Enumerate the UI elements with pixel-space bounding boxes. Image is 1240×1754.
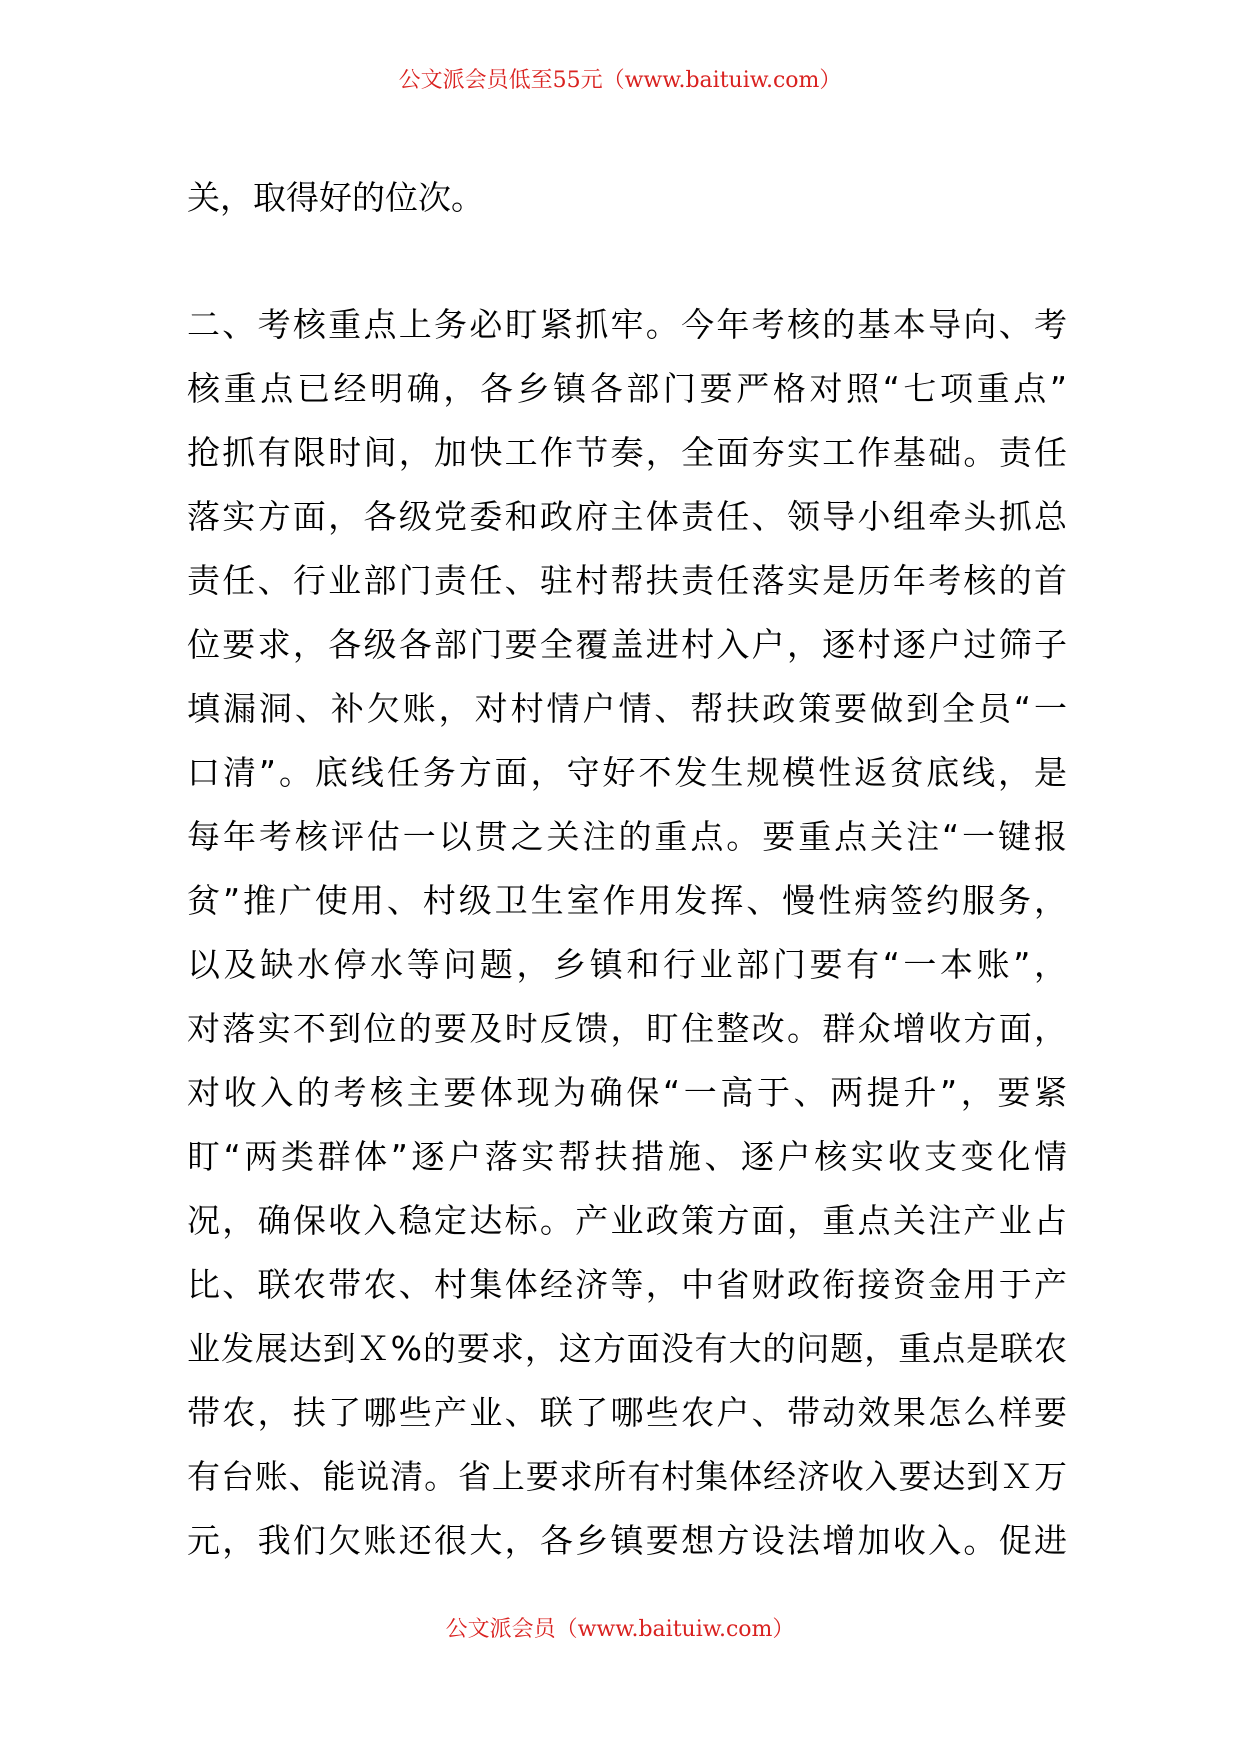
text-line: 每年考核评估一以贯之关注的重点。要重点关注“一键报 <box>187 817 1067 856</box>
text-line: 位要求，各级各部门要全覆盖进村入户，逐村逐户过筛子 <box>187 625 1067 664</box>
text-line: 盯“两类群体”逐户落实帮扶措施、逐户核实收支变化情 <box>187 1137 1067 1176</box>
text-line: 以及缺水停水等问题，乡镇和行业部门要有“一本账”， <box>187 945 1067 984</box>
text-line: 核重点已经明确，各乡镇各部门要严格对照“七项重点” <box>187 369 1067 408</box>
header-banner[interactable]: 公文派会员低至55元（www.baituiw.com） <box>398 68 842 93</box>
text-line: 二、考核重点上务必盯紧抓牢。今年考核的基本导向、考 <box>187 305 1067 344</box>
text-line: 业发展达到Ｘ%的要求，这方面没有大的问题，重点是联农 <box>187 1329 1067 1368</box>
text-line: 抢抓有限时间，加快工作节奏，全面夯实工作基础。责任 <box>187 433 1067 472</box>
paragraph-assessment-focus <box>187 293 1067 1573</box>
text-line: 口清”。底线任务方面，守好不发生规模性返贫底线，是 <box>187 753 1067 792</box>
text-line: 贫”推广使用、村级卫生室作用发挥、慢性病签约服务， <box>187 881 1067 920</box>
text-line: 对落实不到位的要及时反馈，盯住整改。群众增收方面， <box>187 1009 1067 1048</box>
text-line: 有台账、能说清。省上要求所有村集体经济收入要达到Ｘ万 <box>187 1457 1067 1496</box>
text-line: 元，我们欠账还很大，各乡镇要想方设法增加收入。促进 <box>187 1521 1067 1560</box>
text-line: 填漏洞、补欠账，对村情户情、帮扶政策要做到全员“一 <box>187 689 1067 728</box>
text-line: 对收入的考核主要体现为确保“一高于、两提升”，要紧 <box>187 1073 1067 1112</box>
paragraph-continuation <box>187 166 1067 230</box>
footer-banner[interactable]: 公文派会员（www.baituiw.com） <box>445 1617 795 1642</box>
text-line: 带农，扶了哪些产业、联了哪些农户、带动效果怎么样要 <box>187 1393 1067 1432</box>
text-line: 责任、行业部门责任、驻村帮扶责任落实是历年考核的首 <box>187 561 1067 600</box>
text-line: 关，取得好的位次。 <box>187 178 484 217</box>
text-line: 比、联农带农、村集体经济等，中省财政衔接资金用于产 <box>187 1265 1067 1304</box>
text-line: 况，确保收入稳定达标。产业政策方面，重点关注产业占 <box>187 1201 1067 1240</box>
text-line: 落实方面，各级党委和政府主体责任、领导小组牵头抓总 <box>187 497 1067 536</box>
